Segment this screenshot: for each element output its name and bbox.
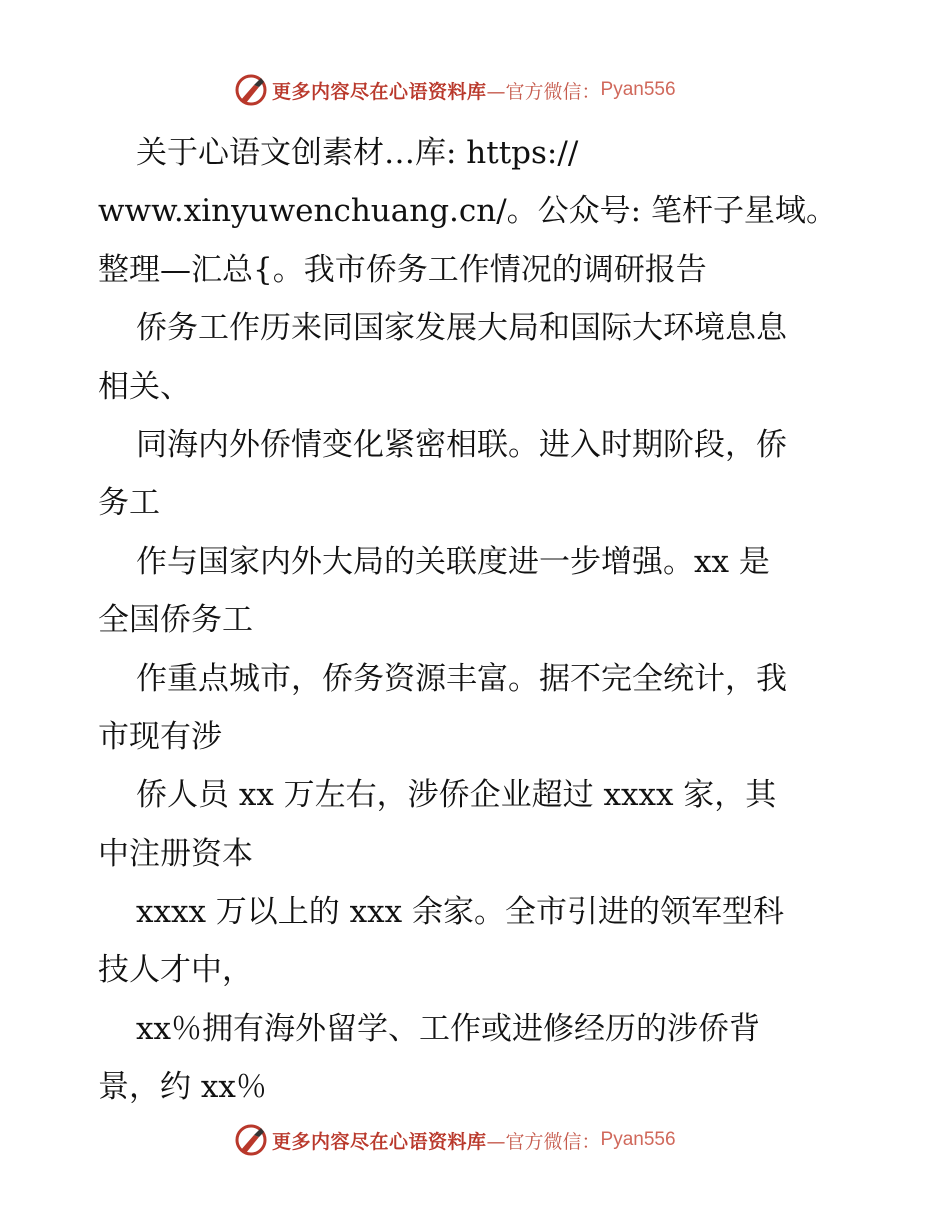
banner-wechat-id: Pyan556 <box>600 1129 676 1150</box>
body-text <box>98 124 918 1117</box>
text-line: 作与国家内外大局的关联度进一步增强。xx 是 <box>136 543 770 580</box>
text-line: xx％拥有海外留学、工作或进修经历的涉侨背 <box>136 1010 760 1047</box>
text-line: xxxx 万以上的 xxx 余家。全市引进的领军型科 <box>136 894 784 931</box>
pen-logo-icon <box>234 1123 268 1157</box>
text-line: 同海内外侨情变化紧密相联。进入时期阶段，侨 <box>136 426 787 463</box>
banner-main-text: 更多内容尽在心语资料库 <box>272 80 487 103</box>
text-line: 作重点城市，侨务资源丰富。据不完全统计，我 <box>136 660 787 697</box>
banner-sub-text: —官方微信： <box>486 80 601 103</box>
text-line: 相关、 <box>98 368 191 405</box>
text-line: 侨务工作历来同国家发展大局和国际大环境息息 <box>136 310 787 347</box>
footer-banner <box>234 1120 676 1160</box>
text-line: 景，约 xx％ <box>98 1069 267 1106</box>
text-line: 侨人员 xx 万左右，涉侨企业超过 xxxx 家，其 <box>136 777 777 814</box>
text-line: 市现有涉 <box>98 718 222 755</box>
text-line: 全国侨务工 <box>98 602 253 639</box>
banner-wechat-id: Pyan556 <box>600 79 676 100</box>
text-line: 务工 <box>98 485 160 522</box>
text-line: www.xinyuwenchuang.cn/。公众号: 笔杆子星域。 <box>98 193 837 230</box>
pen-logo-icon <box>234 73 268 107</box>
banner-main-text: 更多内容尽在心语资料库 <box>272 1130 487 1153</box>
text-line: 关于心语文创素材…库: https:// <box>136 135 579 171</box>
text-line: 整理—汇总{。我市侨务工作情况的调研报告 <box>98 251 707 288</box>
banner-sub-text: —官方微信： <box>486 1130 601 1153</box>
text-line: 中注册资本 <box>98 835 253 872</box>
header-banner <box>234 70 676 110</box>
text-line: 技人才中， <box>98 952 253 989</box>
